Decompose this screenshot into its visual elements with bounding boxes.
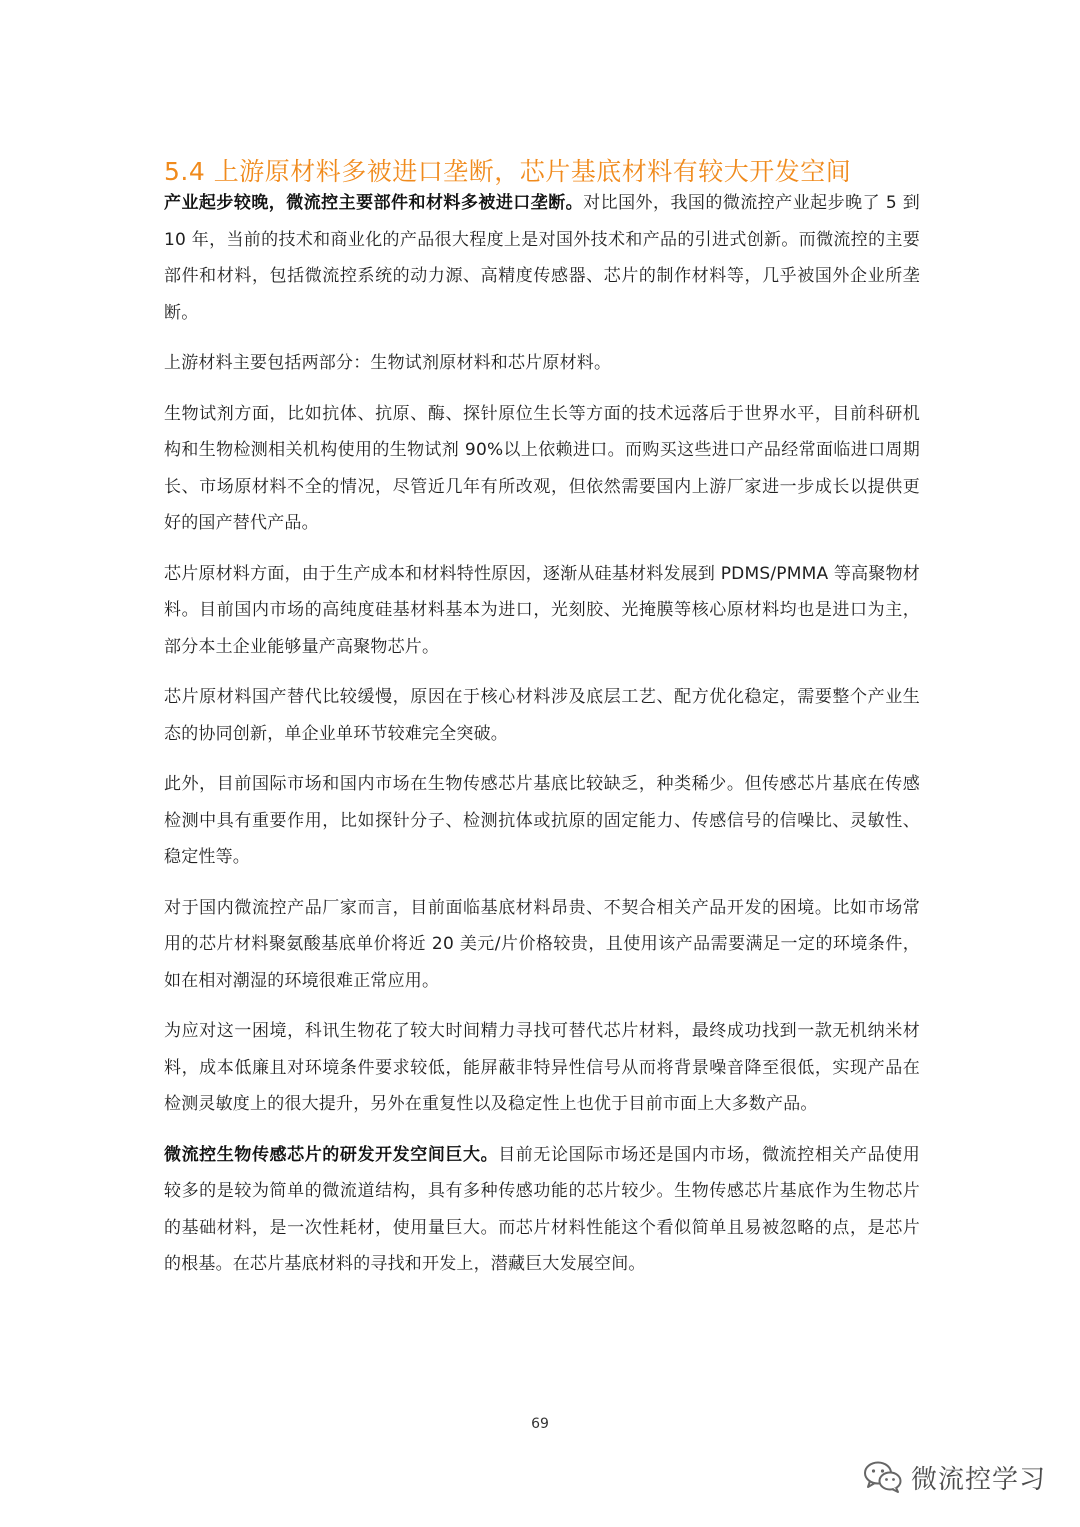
paragraph-text: 对于国内微流控产品厂家而言，目前面临基底材料昂贵、不契合相关产品开发的困境。比如市场常用的芯片材料聚氨酸基底单价将近 20 美元/片价格较贵，且使用该产品需要满足一定的环境条件，如在相对潮湿的环境很难正常应用。: [164, 897, 920, 991]
paragraph-text: 为应对这一困境，科讯生物花了较大时间精力寻找可替代芯片材料，最终成功找到一款无机纳米材料，成本低廉且对环境条件要求较低，能屏蔽非特异性信号从而将背景噪音降至很低，实现产品在检测灵敏度上的很大提升，另外在重复性以及稳定性上也优于目前市面上大多数产品。: [164, 1021, 920, 1114]
paragraph: [164, 556, 920, 666]
paragraph: [164, 766, 920, 876]
paragraph: [164, 1013, 920, 1123]
paragraph-text: 生物试剂方面，比如抗体、抗原、酶、探针原位生长等方面的技术远落后于世界水平，目前科研机构和生物检测相关机构使用的生物试剂 90%以上依赖进口。而购买这些进口产品经常面临进口周期长、市场原材料不全的情况，尽管近几年有所改观，但依然需要国内上游厂家进一步成长以提供更好的国产替代产品。: [164, 403, 920, 533]
paragraph-text: 目前无论国际市场还是国内市场，微流控相关产品使用较多的是较为简单的微流道结构，具有多种传感功能的芯片较少。生物传感芯片基底作为生物芯片的基础材料，是一次性耗材，使用量巨大。而芯片材料性能这个看似简单且易被忽略的点，是芯片的根基。在芯片基底材料的寻找和开发上，潜藏巨大发展空间。: [164, 1144, 920, 1274]
paragraph: [164, 185, 920, 331]
paragraph: [164, 1137, 920, 1283]
paragraph: [164, 396, 920, 542]
watermark: [863, 1455, 1046, 1499]
paragraph: [164, 890, 920, 1000]
section-title: 5.4 上游原材料多被进口垄断，芯片基底材料有较大开发空间: [164, 156, 852, 186]
paragraph-lead: 微流控生物传感芯片的研发开发空间巨大。: [164, 1144, 499, 1165]
paragraph-lead: 产业起步较晚，微流控主要部件和材料多被进口垄断。: [164, 193, 584, 213]
paragraph-text: 对比国外，我国的微流控产业起步晚了 5 到 10 年，当前的技术和商业化的产品很大程度上是对国外技术和产品的引进式创新。而微流控的主要部件和材料，包括微流控系统的动力源、高精度传感器、芯片的制作材料等，几乎被国外企业所垄断。: [164, 193, 920, 323]
wechat-icon: [863, 1460, 903, 1494]
watermark-text: 微流控学习: [910, 1464, 1046, 1495]
paragraph-text: 上游材料主要包括两部分：生物试剂原材料和芯片原材料。: [164, 353, 612, 373]
page-number: 69: [531, 1416, 549, 1432]
paragraph: [164, 345, 920, 382]
body-text: [164, 185, 920, 1297]
paragraph-text: 此外，目前国际市场和国内市场在生物传感芯片基底比较缺乏，种类稀少。但传感芯片基底在传感检测中具有重要作用，比如探针分子、检测抗体或抗原的固定能力、传感信号的信噪比、灵敏性、稳定性等。: [164, 774, 920, 867]
paragraph-text: 芯片原材料国产替代比较缓慢，原因在于核心材料涉及底层工艺、配方优化稳定，需要整个产业生态的协同创新，单企业单环节较难完全突破。: [164, 687, 920, 744]
paragraph: [164, 679, 920, 752]
paragraph-text: 芯片原材料方面，由于生产成本和材料特性原因，逐渐从硅基材料发展到 PDMS/PMMA 等高聚物材料。目前国内市场的高纯度硅基材料基本为进口，光刻胶、光掩膜等核心原材料均也是进口为主，部分本土企业能够量产高聚物芯片。: [164, 563, 920, 657]
